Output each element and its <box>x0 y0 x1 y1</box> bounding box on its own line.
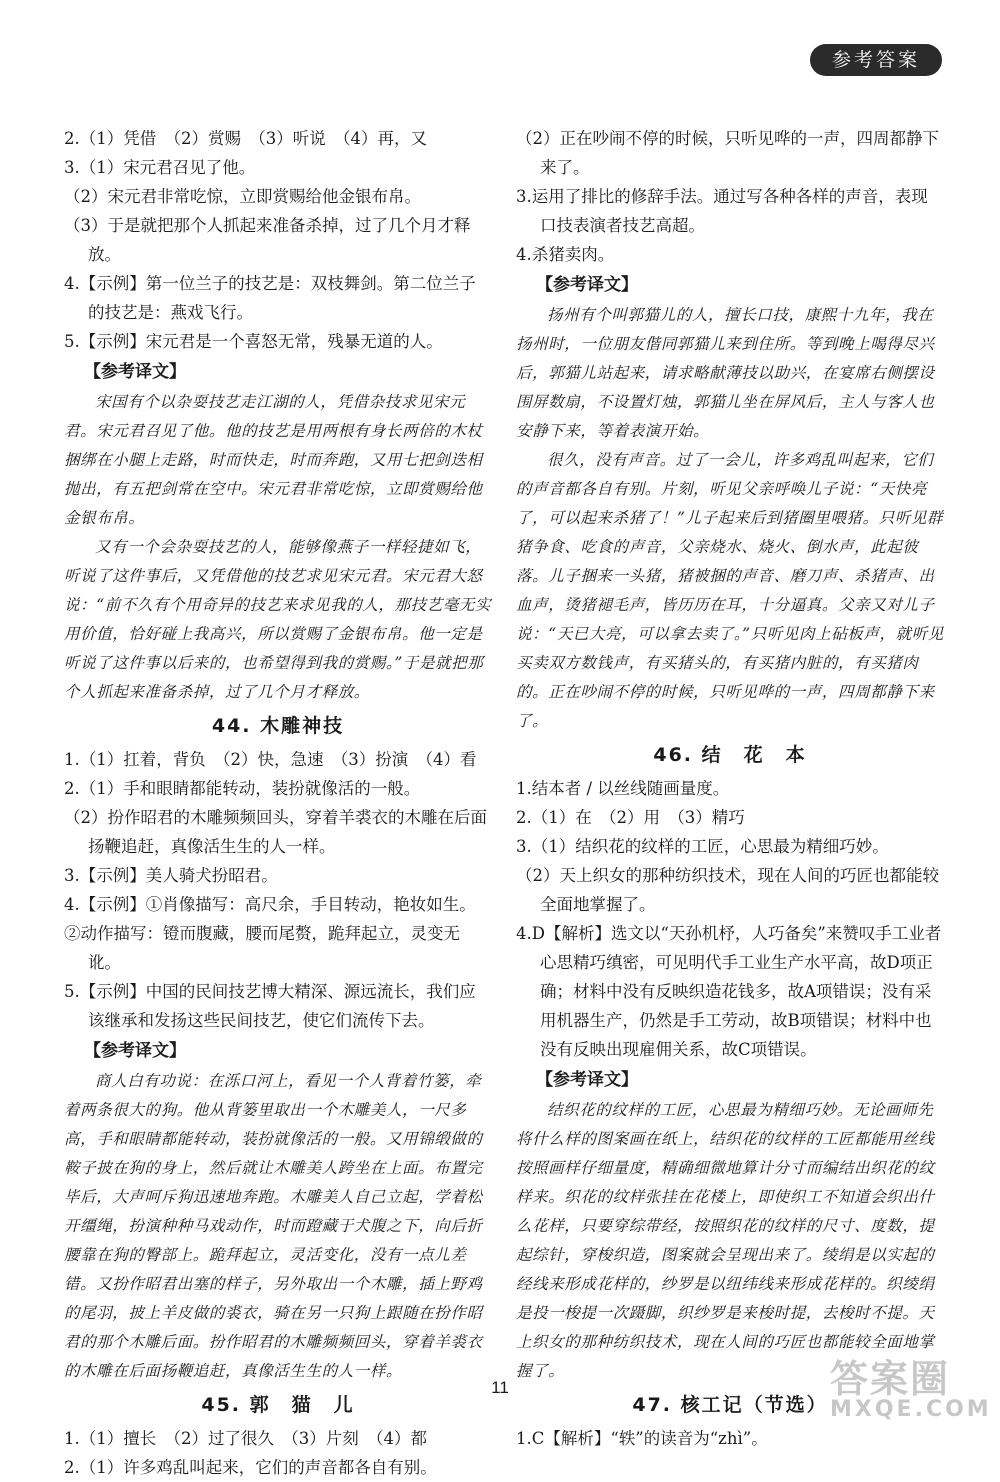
section-title-45: 45. 郭 猫 儿 <box>201 1394 355 1416</box>
left-column <box>64 124 492 1482</box>
q44-line: 5.【示例】中国的民间技艺博大精深、源远流长，我们应该继承和发扬这些民间技艺，使它们流传下去。 <box>64 982 476 1030</box>
q46-line: （2）天上织女的那种纺织技术，现在人间的巧匠也都能较全面地掌握了。 <box>516 866 939 914</box>
q44-line: 3.【示例】美人骑犬扮昭君。 <box>64 866 278 885</box>
translation-paragraph: 结织花的纹样的工匠，心思最为精细巧妙。无论画师先将什么样的图案画在纸上，结织花的纹样的工匠都能用丝线按照画样仔细量度，精确细微地算计分寸而编结出织花的纹样来。织花的纹样张挂在花楼上，即使织工不知道会织出什么花样，只要穿综带经，按照织花的纹样的尺寸、度数，提起综针，穿梭织造，图案就会呈现出来了。绫绢是以实起的经线来形成花样的，纱罗是以纽纬线来形成花样的。织绫绢是投一梭提一次蹑脚，织纱罗是来梭时提，去梭时不提。天上织女的那种纺织技术，现在人间的巧匠也都能较全面地掌握了。 <box>516 1101 935 1380</box>
q45-line: （2）正在吵闹不停的时候，只听见哗的一声，四周都静下来了。 <box>516 129 939 177</box>
section-title-44: 44. 木雕神技 <box>211 715 345 737</box>
q44-line: 2.（1）手和眼睛都能转动，装扮就像活的一般。 <box>64 779 421 798</box>
q44-line: 1.（1）扛着，背负 （2）快，急速 （3）扮演 （4）看 <box>64 750 477 769</box>
q45-line: 4.杀猪卖肉。 <box>516 245 615 264</box>
q43-line: 5.【示例】宋元君是一个喜怒无常，残暴无道的人。 <box>64 332 443 351</box>
answer-badge: 参考答案 <box>810 44 942 76</box>
q43-line: 3.（1）宋元君召见了他。 <box>64 158 256 177</box>
right-column <box>516 124 944 1453</box>
q46-line: 1.结本者 / 以丝线随画量度。 <box>516 779 730 798</box>
q45-line: 3.运用了排比的修辞手法。通过写各种各样的声音，表现口技表演者技艺高超。 <box>516 187 928 235</box>
translation-paragraph: 商人白有功说：在泺口河上，看见一个人背着竹篓，牵着两条很大的狗。他从背篓里取出一个木雕美人，一尺多高，手和眼睛都能转动，装扮就像活的一般。又用锦缎做的鞍子披在狗的身上，然后就让木雕美人跨坐在上面。布置完毕后，大声呵斥狗迅速地奔跑。木雕美人自己立起，学着松开缰绳，扮演种种马戏动作，时而蹬藏于犬腹之下，向后折腰靠在狗的臀部上。跪拜起立，灵活变化，没有一点儿差错。又扮作昭君出塞的样子，另外取出一个木雕，插上野鸡的尾羽，披上羊皮做的裘衣，骑在另一只狗上跟随在扮作昭君的那个木雕后面。扮作昭君的木雕频频回头，穿着羊裘衣的木雕在后面扬鞭追赶，真像活生生的人一样。 <box>64 1072 483 1380</box>
q46-line: 3.（1）结织花的纹样的工匠，心思最为精细巧妙。 <box>516 837 889 856</box>
q43-line: （3）于是就把那个人抓起来准备杀掉，过了几个月才释放。 <box>64 216 471 264</box>
translation-paragraph: 又有一个会杂耍技艺的人，能够像燕子一样轻捷如飞，听说了这件事后，又凭借他的技艺求见宋元君。宋元君大怒说：“前不久有个用奇异的技艺来求见我的人，那技艺毫无实用价值，恰好碰上我高兴，所以赏赐了金银布帛。他一定是听说了这件事以后来的，也希望得到我的赏赐。”于是就把那个人抓起来准备杀掉，过了几个月才释放。 <box>64 538 492 701</box>
reference-translation-heading: 【参考译文】 <box>84 1041 186 1061</box>
q46-line: 4.D【解析】选文以“天孙机杼，人巧备矣”来赞叹手工业者心思精巧缜密，可见明代手工业生产水平高，故D项正确；材料中没有反映织造花钱多，故A项错误；没有采用机器生产，仍然是手工劳动，故B项错误；材料中也没有反映出现雇佣关系，故C项错误。 <box>516 924 942 1059</box>
watermark-bottom: MXQE.COM <box>830 1397 992 1422</box>
q45-line: 1.（1）擅长 （2）过了很久 （3）片刻 （4）都 <box>64 1429 427 1448</box>
reference-translation-heading: 【参考译文】 <box>536 275 638 295</box>
q43-line: 2.（1）凭借 （2）赏赐 （3）听说 （4）再，又 <box>64 129 427 148</box>
q43-line: （2）宋元君非常吃惊，立即赏赐给他金银布帛。 <box>64 187 421 206</box>
translation-paragraph: 很久，没有声音。过了一会儿，许多鸡乱叫起来，它们的声音都各自有别。片刻，听见父亲呼唤儿子说：“天快亮了，可以起来杀猪了！”儿子起来后到猪圈里喂猪。只听见群猪争食、吃食的声音，父亲烧水、烧火、倒水声，此起彼落。儿子捆来一头猪，猪被捆的声音、磨刀声、杀猪声、出血声，烫猪褪毛声，皆历历在耳，十分逼真。父亲又对儿子说：“天已大亮，可以拿去卖了。”只听见肉上砧板声，就听见买卖双方数钱声，有买猪头的，有买猪内脏的，有买猪肉的。正在吵闹不停的时候，只听见哗的一声，四周都静下来了。 <box>516 451 944 730</box>
q46-line: 2.（1）在 （2）用 （3）精巧 <box>516 808 745 827</box>
translation-paragraph: 宋国有个以杂耍技艺走江湖的人，凭借杂技求见宋元君。宋元君召见了他。他的技艺是用两根有身长两倍的木杖捆绑在小腿上走路，时而快走，时而奔跑，又用七把剑迭相抛出，有五把剑常在空中。宋元君非常吃惊，立即赏赐给他金银布帛。 <box>64 393 483 527</box>
q45-line: 2.（1）许多鸡乱叫起来，它们的声音都各自有别。 <box>64 1458 437 1477</box>
q44-line: 4.【示例】①肖像描写：高尺余，手目转动，艳妆如生。 <box>64 895 476 914</box>
q44-line: （2）扮作昭君的木雕频频回头，穿着羊裘衣的木雕在后面扬鞭追赶，真像活生生的人一样。 <box>64 808 487 856</box>
q43-line: 4.【示例】第一位兰子的技艺是：双枝舞剑。第二位兰子的技艺是：燕戏飞行。 <box>64 274 476 322</box>
watermark-logo <box>830 1348 992 1422</box>
translation-paragraph: 扬州有个叫郭猫儿的人，擅长口技，康熙十九年，我在扬州时，一位朋友偕同郭猫儿来到住所。等到晚上喝得尽兴后，郭猫儿站起来，请求略献薄技以助兴，在宴席右侧摆设围屏数扇，不设置灯烛，郭猫儿坐在屏风后，主人与客人也安静下来，等着表演开始。 <box>516 306 935 440</box>
reference-translation-heading: 【参考译文】 <box>84 362 186 382</box>
section-title-47: 47. 核工记（节选） <box>632 1394 828 1416</box>
q44-line: ②动作描写：镫而腹藏，腰而尾赘，跪拜起立，灵变无讹。 <box>64 924 460 972</box>
watermark-top: 答案圈 <box>830 1357 951 1401</box>
section-title-46: 46. 结 花 本 <box>653 744 807 766</box>
q47-line: 1.C【解析】“轶”的读音为“zhì”。 <box>516 1429 768 1448</box>
page-number: 11 <box>491 1378 509 1397</box>
reference-translation-heading: 【参考译文】 <box>536 1070 638 1090</box>
